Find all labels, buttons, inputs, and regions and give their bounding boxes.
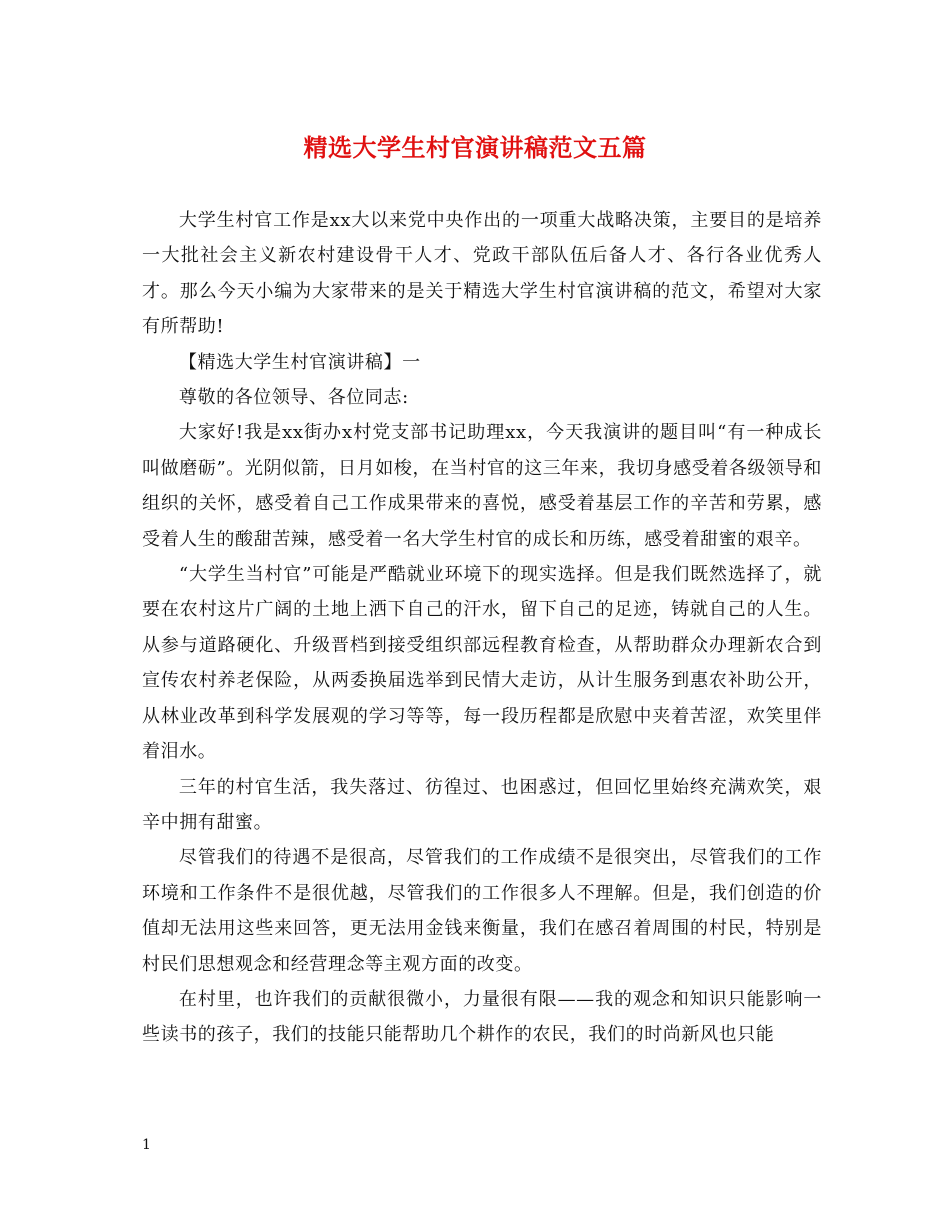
paragraph-despite: 尽管我们的待遇不是很高，尽管我们的工作成绩不是很突出，尽管我们的工作环境和工作条件不是很优越，尽管我们的工作很多人不理解。但是，我们创造的价值却无法用这些来回答，更无法用金钱来衡量，我们在感召着周围的村民，特别是村民们思想观念和经营理念等主观方面的改变。 xyxy=(142,847,822,975)
paragraph-salutation: 尊敬的各位领导、各位同志: xyxy=(178,387,409,409)
document-body xyxy=(142,203,822,1053)
paragraph-section-heading: 【精选大学生村官演讲稿】一 xyxy=(178,351,421,373)
page-number: 1 xyxy=(142,1137,151,1153)
document-title: 精选大学生村官演讲稿范文五篇 xyxy=(303,133,647,162)
paragraph-intro: 大学生村官工作是xx大以来党中央作出的一项重大战略决策，主要目的是培养一大批社会主义新农村建设骨干人才、党政干部队伍后备人才、各行各业优秀人才。那么今天小编为大家带来的是关于精选大学生村官演讲稿的范文，希望对大家有所帮助! xyxy=(142,210,822,338)
paragraph-three-years: 三年的村官生活，我失落过、彷徨过、也困惑过，但回忆里始终充满欢笑，艰辛中拥有甜蜜。 xyxy=(142,776,822,833)
paragraph-greeting: 大家好!我是xx街办x村党支部书记助理xx，今天我演讲的题目叫“有一种成长叫做磨砺”。光阴似箭，日月如梭，在当村官的这三年来，我切身感受着各级领导和组织的关怀，感受着自己工作成果带来的喜悦，感受着基层工作的辛苦和劳累，感受着人生的酸甜苦辣，感受着一名大学生村官的成长和历练，感受着甜蜜的艰辛。 xyxy=(142,422,822,550)
paragraph-choice: “大学生当村官”可能是严酷就业环境下的现实选择。但是我们既然选择了，就要在农村这片广阔的土地上洒下自己的汗水，留下自己的足迹，铸就自己的人生。从参与道路硬化、升级晋档到接受组织部远程教育检查，从帮助群众办理新农合到宣传农村养老保险，从两委换届选举到民情大走访，从计生服务到惠农补助公开，从林业改革到科学发展观的学习等等，每一段历程都是欣慰中夹着苦涩，欢笑里伴着泪水。 xyxy=(142,564,822,763)
paragraph-in-village: 在村里，也许我们的贡献很微小，力量很有限——我的观念和知识只能影响一些读书的孩子，我们的技能只能帮助几个耕作的农民，我们的时尚新风也只能 xyxy=(142,988,822,1046)
